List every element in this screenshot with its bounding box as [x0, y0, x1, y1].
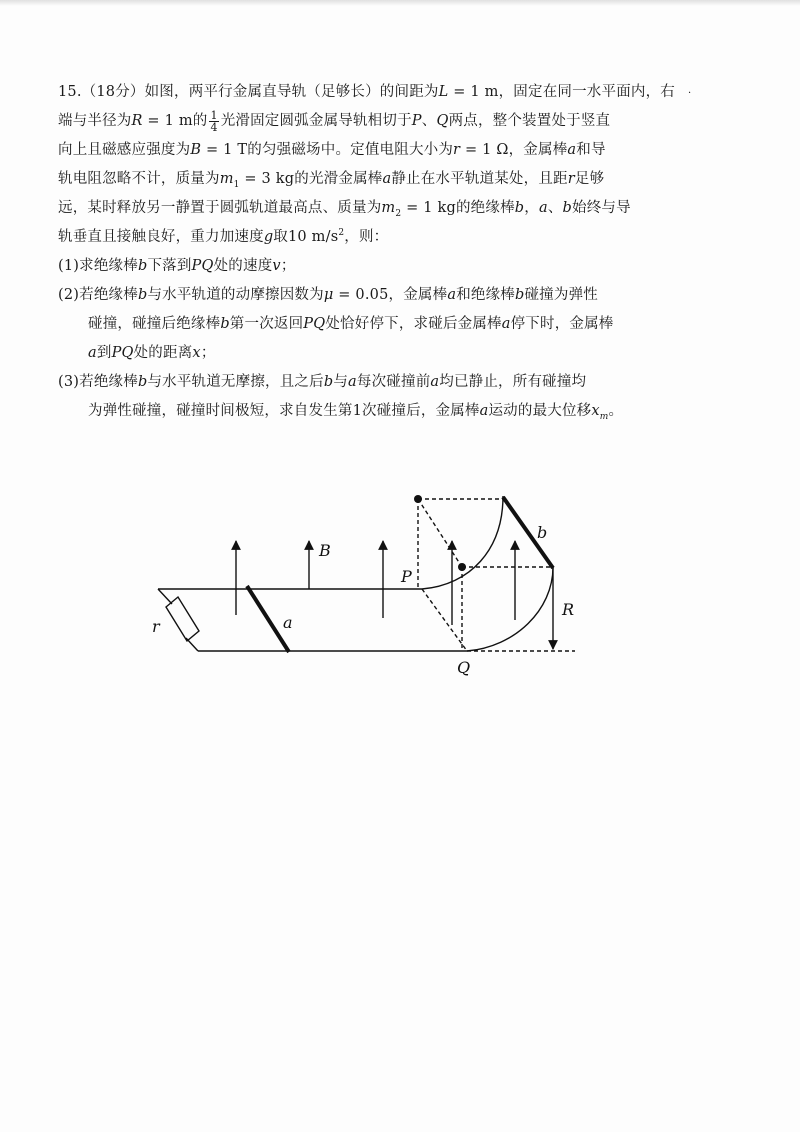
text-fragment: 均已静止，所有碰撞均 [439, 374, 587, 390]
var-P: P [411, 113, 422, 129]
text-fragment: 下落到 [147, 258, 192, 274]
text-fragment: 和导 [576, 142, 606, 158]
text-fragment: 与水平轨道无摩擦，且之后 [147, 374, 324, 390]
text-fragment: ， [524, 200, 539, 216]
scan-dot-mark: · [688, 88, 692, 99]
text-fragment: 与水平轨道的动摩擦因数为 [147, 287, 324, 303]
front-arc [467, 567, 553, 651]
text-fragment: 第一次返回 [229, 316, 304, 332]
text-fragment: = 1 Ω，金属棒 [460, 142, 568, 158]
var-PQ: PQ [191, 258, 214, 274]
var-b: b [137, 287, 148, 303]
text-fragment: = 1 T的匀强磁场中。定值电阻大小为 [201, 142, 454, 158]
text-fragment: 到 [96, 345, 112, 361]
var-a: a [382, 171, 392, 187]
var-a: a [348, 374, 357, 390]
text-fragment: 始终与导 [572, 200, 631, 216]
text-fragment: 处的速度 [213, 258, 273, 274]
text-fragment: 向上且磁感应强度为 [58, 142, 191, 158]
fraction-numerator: 1 [210, 108, 218, 122]
var-a: a [501, 316, 511, 332]
var-b: b [137, 374, 148, 390]
var-L: L [438, 84, 449, 100]
var-g: g [263, 229, 274, 245]
var-mu: μ [323, 287, 334, 303]
label-R: R [562, 600, 575, 619]
text-fragment: = 0.05，金属棒 [333, 287, 448, 303]
var-a: a [479, 403, 489, 419]
text-fragment: 处恰好停下，求碰后金属棒 [325, 316, 502, 332]
pq-dashed-line [422, 589, 467, 651]
var-x: x [591, 403, 600, 419]
fraction-denominator: 4 [210, 120, 218, 134]
text-fragment: 。 [608, 403, 624, 419]
center-point-dot [458, 563, 466, 571]
text-fragment: 轨电阻忽略不计，质量为 [58, 171, 220, 187]
subscript: m [599, 411, 609, 422]
text-fragment: 远，某时释放另一静置于圆弧轨道最高点、质量为 [58, 200, 382, 216]
label-b: b [537, 523, 548, 542]
text-fragment: 处的距离 [133, 345, 193, 361]
var-PQ: PQ [303, 316, 326, 332]
text-fragment: = 1 kg的绝缘棒 [401, 200, 515, 216]
var-a: a [538, 200, 548, 216]
var-r: r [453, 142, 461, 158]
var-x: x [192, 345, 201, 361]
var-R: R [131, 113, 143, 129]
var-B: B [190, 142, 202, 158]
var-b: b [220, 316, 230, 332]
label-a: a [283, 613, 293, 632]
text-fragment: 端与半径为 [58, 113, 132, 129]
text-fragment: 两点，整个装置处于竖直 [448, 113, 611, 129]
text-fragment: 光滑固定圆弧金属导轨相切于 [220, 113, 412, 129]
resistor-lead-top [158, 589, 172, 604]
text-fragment: = 1 m，固定在同一水平面内，右 [448, 84, 676, 100]
text-fragment: (2)若绝缘棒 [58, 287, 138, 303]
var-a: a [430, 374, 440, 390]
text-fragment: 为弹性碰撞，碰撞时间极短，求自发生第1次碰撞后，金属棒 [88, 403, 480, 419]
label-P: P [401, 567, 412, 586]
var-a: a [567, 142, 577, 158]
text-fragment: = 1 m的 [142, 113, 208, 129]
text-fragment: 与 [333, 374, 349, 390]
text-fragment: ； [200, 345, 216, 361]
text-fragment: (3)若绝缘棒 [58, 374, 138, 390]
text-fragment: 每次碰撞前 [356, 374, 431, 390]
label-B: B [319, 541, 331, 560]
var-b: b [515, 287, 525, 303]
var-m: m [219, 171, 234, 187]
text-fragment: 15.（18分）如图，两平行金属直导轨（足够长）的间距为 [58, 84, 439, 100]
text-fragment: (1)求绝缘棒 [58, 258, 138, 274]
resistor-r [166, 597, 199, 641]
text-fragment: 碰撞，碰撞后绝缘棒 [88, 316, 221, 332]
text-fragment: 静止在水平轨道某处，且距 [391, 171, 568, 187]
var-b: b [137, 258, 148, 274]
var-r: r [567, 171, 575, 187]
superscript: 2 [338, 228, 345, 239]
text-fragment: 足够 [574, 171, 605, 187]
var-b: b [514, 200, 525, 216]
var-b: b [562, 200, 573, 216]
subscript: 2 [395, 208, 402, 219]
text-fragment: 停下时，金属棒 [510, 316, 614, 332]
var-m: m [381, 200, 396, 216]
text-fragment: ，则： [344, 229, 389, 245]
dashed-diagonal [418, 499, 462, 567]
var-a: a [88, 345, 97, 361]
top-point-dot [414, 495, 422, 503]
text-fragment: 取10 m/s [273, 229, 339, 245]
label-r: r [152, 617, 160, 636]
label-Q: Q [457, 658, 471, 677]
var-b: b [323, 374, 334, 390]
text-fragment: 和绝缘棒 [456, 287, 515, 303]
text-fragment: 、 [547, 200, 563, 216]
var-Q: Q [436, 113, 449, 129]
text-fragment: = 3 kg的光滑金属棒 [239, 171, 383, 187]
subscript: 1 [233, 179, 240, 190]
text-fragment: ； [280, 258, 296, 274]
text-fragment: 、 [421, 113, 437, 129]
text-fragment: 碰撞为弹性 [524, 287, 598, 303]
var-v: v [272, 258, 281, 274]
text-fragment: 轨垂直且接触良好，重力加速度 [58, 229, 264, 245]
text-fragment: 运动的最大位移 [488, 403, 592, 419]
var-PQ: PQ [111, 345, 134, 361]
var-a: a [447, 287, 457, 303]
